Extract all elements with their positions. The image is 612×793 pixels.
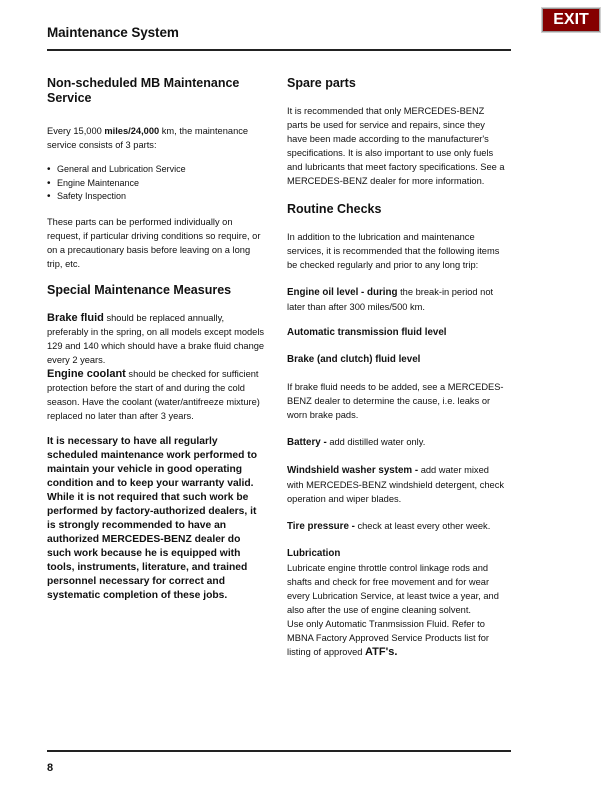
right-column [287, 76, 505, 659]
engine-oil-check: Engine oil level - during the break-in period not later than after 300 miles/500 km. [287, 287, 494, 312]
spare-parts-paragraph: It is recommended that only MERCEDES-BENZ parts be used for service and repairs, since they have been made according to the manufacturer's specifications. It is also important to use only fuels and lubricants that meet factory specifications. See a MERCEDES-BENZ dealer for more information. [287, 106, 505, 186]
lubrication-text: Lubricate engine throttle control linkage rods and shafts and check for free movement and for wear every Lubrication Service, at least twice a year, and also after the use of engine cleaning solvent. [287, 563, 499, 615]
parts-paragraph: These parts can be performed individually on request, if particular driving conditions so require, or on a precautionary basis before leaving on a long trip, etc. [47, 216, 261, 269]
warranty-notice: It is necessary to have all regularly scheduled maintenance work performed to maintain your vehicle in good operating condition and to keep your warranty valid. While it is not required that such work be performed by factory-authorized dealers, it is strongly recommended to have an authorized MERCEDES-BENZ dealer do such work because he is equipped with tools, instruments, literature, and trained personnel necessary for correct and systematic completion of these jobs. [47, 435, 257, 601]
engine-coolant-paragraph: Engine coolant should be checked for sufficient protection before the start of and during the cold season. Have the coolant (water/antifreeze mixture) replaced no later than after 3 years. [47, 367, 260, 421]
brake-fluid-note: If brake fluid needs to be added, see a MERCEDES-BENZ dealer to determine the cause, i.e. leaks or worn brake pads. [287, 382, 504, 420]
section-title-spare-parts: Spare parts [287, 76, 356, 90]
page-number: 8 [47, 762, 54, 774]
atf-level-check: Automatic transmission fluid level [287, 327, 447, 338]
footer-divider [47, 750, 511, 752]
list-item: • Safety Inspection [47, 190, 265, 204]
left-column [47, 76, 265, 603]
tire-pressure-check: Tire pressure - check at least every other week. [287, 521, 491, 532]
brake-fluid-level-check: Brake (and clutch) fluid level [287, 354, 421, 365]
brake-fluid-paragraph: Brake fluid should be replaced annually, preferably in the spring, on all models except models 129 and 140 which should have a brake fluid change every 2 years. [47, 311, 265, 365]
list-item: • Engine Maintenance [47, 177, 265, 191]
service-parts-list [47, 163, 265, 204]
header-divider [47, 49, 511, 51]
section-title-routine-checks: Routine Checks [287, 202, 382, 216]
routine-intro: In addition to the lubrication and maintenance services, it is recommended that the following items be checked regularly and prior to any long trip: [287, 232, 500, 270]
section-title-special-measures: Special Maintenance Measures [47, 282, 232, 297]
washer-check: Windshield washer system - add water mixed with MERCEDES-BENZ windshield detergent, check operation and wiper blades. [287, 465, 505, 504]
page-header-title: Maintenance System [47, 25, 179, 40]
section-title-non-scheduled: Non-scheduled MB Maintenance Service [47, 76, 240, 105]
exit-button[interactable]: EXIT [542, 8, 600, 32]
lubrication-heading: Lubrication [287, 548, 341, 559]
battery-check: Battery - add distilled water only. [287, 437, 426, 448]
list-item: • General and Lubrication Service [47, 163, 265, 177]
atf-note: Use only Automatic Tranmsission Fluid. Refer to MBNA Factory Approved Service Products list for listing of approved ATF's. [287, 619, 490, 658]
service-interval-text: Every 15,000 miles/24,000 km, the maintenance service consists of 3 parts: [47, 126, 249, 150]
